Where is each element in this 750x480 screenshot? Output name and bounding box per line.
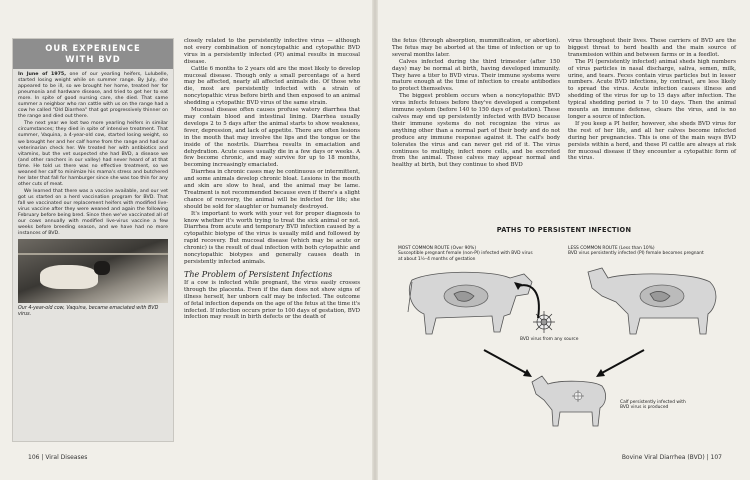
sidebar-title bbox=[13, 39, 173, 69]
section-heading: The Problem of Persistent Infections bbox=[184, 269, 333, 279]
sidebar-paragraph: The next year we lost two more yearling heifers in similar circumstances; they died in spite of intensive treatment. That summer, Vaquina, a 4-year-old cow, started losing weight, so we brought her and her calf home from the range and had our veterinarian check her. We treated her with antibiotics and vitamins, but the vet suspected she had BVD, a disease we (and other ranchers in our valley) had never heard of at that time. He told us there was no effective treatment, so we weaned her calf to minimize his mama's stress and butchered her later that fall for hamburger since she was too thin for any other cuts of meat. bbox=[18, 121, 168, 187]
sidebar-box bbox=[12, 38, 174, 442]
left-route-label: MOST COMMON ROUTE (Over 90%) Susceptible pregnant female (non-PI) infected with BVD virus at about 1½–4 months of gestation bbox=[398, 246, 533, 262]
calf-label: Calf persistently infected with BVD virus is produced bbox=[620, 400, 686, 411]
body-paragraph: the fetus (through absorption, mummification, or abortion). The fetus may be aborted at the time of infection or up to several months later. bbox=[392, 38, 560, 58]
body-paragraph: closely related to the persistently infective virus — although not every combination of noncytopathic and cytopathic BVD virus in a persistently infected (PI) animal results in mucosal disease. bbox=[184, 38, 360, 65]
arrow-right-to-calf bbox=[600, 350, 644, 374]
text-column-4 bbox=[568, 38, 736, 162]
body-paragraph: It's important to work with your vet for proper diagnosis to know whether it's worth trying to treat the sick animal or not. Diarrhea from acute and temporary BVD infection caused by a cytopathic biotype of the virus is usually mild and followed by rapid recovery. But mucosal disease (which may be acute or chronic) is the result of dual infection with both cytopathic and noncytopathic biotypes and generally causes death in persistently infected animals. bbox=[184, 210, 360, 265]
virus-source-label: BVD virus from any source bbox=[520, 337, 579, 342]
text-column-3 bbox=[392, 38, 560, 169]
sidebar-title-line1: OUR EXPERIENCE bbox=[45, 43, 141, 53]
sidebar-text bbox=[13, 69, 173, 237]
body-paragraph: Cattle 6 months to 2 years old are the most likely to develop mucosal disease. Though only a small percentage of a herd may be affected, nearly all affected animals die. Of those who die, most are persistently infected with a strain of noncytopathic virus before birth and then exposed to an animal shedding a cytopathic BVD virus of the same strain. bbox=[184, 65, 360, 107]
calf-illustration bbox=[532, 376, 606, 426]
sidebar-lead: In June of 1975, bbox=[18, 72, 67, 77]
right-cow-illustration bbox=[588, 268, 716, 334]
diagram-title: PATHS TO PERSISTENT INFECTION bbox=[496, 226, 632, 234]
left-footer: 106 | Viral Diseases bbox=[28, 454, 88, 461]
sidebar-paragraph: In June of 1975, one of our yearling heifers, Lulubelle, started losing weight while on summer range. By July, she appeared to be ill, so we brought her home, treated her for pneumonia and hardware disease, and tried to get her to eat more. In spite of good nursing care, she died. That same summer a neighbor who ran cattle with us on the range had a cow he called "Old Diarrhea" that got progressively thinner on the range and died out there. bbox=[18, 72, 168, 120]
left-cow-illustration bbox=[408, 272, 532, 334]
right-footer: Bovine Viral Diarrhea (BVD) | 107 bbox=[621, 454, 722, 461]
virus-icon bbox=[533, 311, 555, 333]
fence-rail bbox=[18, 253, 168, 255]
body-paragraph: Mucosal disease often causes profuse watery diarrhea that may contain blood and intestinal lining. Diarrhea usually develops 2 to 5 days after the animal starts to show weakness, fever, depression, and lack of appetite. There are often lesions in the mouth that may involve the lips and the tongue or the inside of the nostrils. Diarrhea results in emaciation and dehydration. Acute cases usually die in a few days or weeks. A few become chronic, and may survive for up to 18 months, becoming increasingly emaciated. bbox=[184, 107, 360, 169]
text-column-2 bbox=[184, 38, 360, 321]
body-paragraph: The biggest problem occurs when a noncytopathic BVD virus infects fetuses before they've developed a competent immune system (before 140 to 150 days of gestation). These calves may end up persistently infected with BVD because their immune systems do not recognize the virus as anything other than a normal part of their body and do not produce any immune response against it. The calf's body tolerates the virus and can never get rid of it. The virus continues to multiply, infect more cells, and be excreted from the animal. These calves may appear normal and healthy at birth, but they continue to shed BVD bbox=[392, 93, 560, 169]
left-page-number: 106 bbox=[28, 454, 40, 461]
photo-caption: Our 4-year-old cow, Vaquina, became emaciated with BVD virus. bbox=[18, 306, 159, 318]
body-paragraph: Diarrhea in chronic cases may be continuous or intermittent, and some animals develop chronic bloat. Lesions in the mouth and skin are slow to heal, and the animal may be lame. Treatment is not recommended because even if there's a slight chance of recovery, the animal will be infected for life; she should be sold for slaughter or humanely destroyed. bbox=[184, 169, 360, 210]
body-paragraph: The PI (persistently infected) animal sheds high numbers of virus particles in nasal discharge, saliva, semen, milk, urine, and tears. Feces contain virus particles but in lesser numbers. Acute BVD infections, by contrast, are less likely to spread the virus. Acute infection causes illness and shedding of the virus for up to 15 days after infection. The typical shedding period is 7 to 10 days. Then the animal mounts an immune defense, clears the virus, and is no longer a source of infection. bbox=[568, 58, 736, 120]
right-route-label: LESS COMMON ROUTE (Less than 10%) BVD virus persistently infected (PI) female becomes pregnant bbox=[568, 246, 704, 257]
sidebar-paragraph: We learned that there was a vaccine available, and our vet got us started on a herd vaccination program for BVD. That fall we vaccinated our replacement heifers with modified live-virus vaccine after they were weaned and again the following February before being bred. Since then we've vaccinated all of our cows annually with modified live-virus vaccine a few weeks before breeding season, and we have had no more instances of BVD. bbox=[18, 188, 168, 237]
arrow-left-to-calf bbox=[484, 350, 528, 374]
cow-head bbox=[94, 261, 110, 275]
page-gutter bbox=[372, 0, 378, 480]
right-running-title: Bovine Viral Diarrhea (BVD) bbox=[621, 454, 705, 461]
body-paragraph: Calves infected during the third trimester (after 150 days) may be normal at birth, having developed immunity. They have a titer to BVD virus. Their immune systems were mature enough at the time of infection to create antibodies to protect themselves. bbox=[392, 58, 560, 93]
cow-body bbox=[40, 265, 98, 289]
persistent-infection-diagram bbox=[392, 222, 736, 432]
left-running-title: Viral Diseases bbox=[45, 454, 88, 461]
cow-photo bbox=[18, 239, 168, 303]
body-paragraph: If you keep a PI heifer, however, she sheds BVD virus for the rest of her life, and all her calves become infected during her pregnancies. This is one of the main ways BVD persists within a herd, and these PI cattle are always at risk for mucosal disease if they encounter a cytopathic form of the virus. bbox=[568, 120, 736, 162]
sidebar-title-line2: WITH BVD bbox=[65, 54, 121, 64]
body-paragraph: If a cow is infected while pregnant, the virus easily crosses through the placenta. Even if the dam does not show signs of illness herself, her unborn calf may be infected. The outcome of fetal infection depends on the age of the fetus at the time it's infected. If infection occurs prior to 100 days of gestation, BVD infection may result in birth defects or the death of bbox=[184, 279, 360, 321]
body-paragraph: virus throughout their lives. These carriers of BVD are the biggest threat to herd health and the main source of transmission within and between farms or in a feedlot. bbox=[568, 38, 736, 58]
right-page-number: 107 bbox=[710, 454, 722, 461]
